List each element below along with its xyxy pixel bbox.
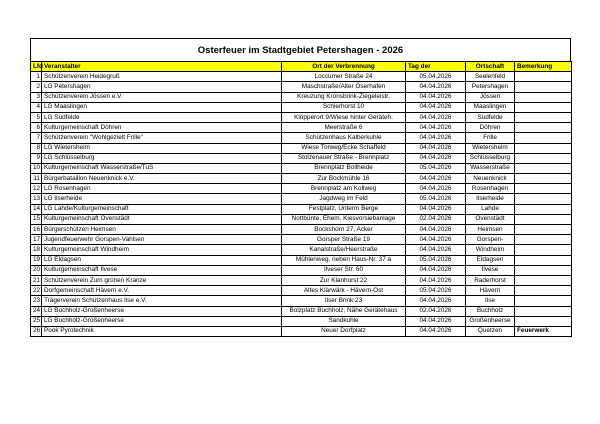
cell-bemerkung [515,153,572,163]
cell-ort: Jagdweg im Feld [282,194,406,204]
cell-veranstalter: Jugendfeuerwehr Gorspen-Vahlsen [42,235,282,245]
cell-tag: 04.04.2026 [406,82,466,92]
cell-ortschaft: Buchholz [466,306,515,316]
cell-tag: 05.04.2026 [406,163,466,173]
cell-tag: 05.04.2026 [406,194,466,204]
cell-lfd: 16 [31,225,42,235]
cell-ortschaft: Döhren [466,123,515,133]
cell-veranstalter: LG Rosenhagen [42,184,282,194]
cell-ort: Wiese Torweg/Ecke Schaffeld [282,143,406,153]
cell-veranstalter: LG Eldagsen [42,255,282,265]
cell-lfd: 1 [31,72,42,82]
cell-tag: 05.04.2026 [406,286,466,296]
cell-tag: 04.04.2026 [406,102,466,112]
table-row [31,214,572,224]
cell-tag: 02.04.2026 [406,306,466,316]
spreadsheet-page [30,38,571,337]
cell-lfd: 13 [31,194,42,204]
table-row [31,123,572,133]
cell-lfd: 11 [31,174,42,184]
cell-ort: Mühlenweg, neben Haus-Nr. 37 a [282,255,406,265]
cell-lfd: 25 [31,316,42,326]
cell-bemerkung [515,184,572,194]
cell-ortschaft: Eldagsen [466,255,515,265]
cell-ortschaft: Quetzen [466,326,515,336]
cell-lfd: 22 [31,286,42,296]
cell-veranstalter: LG Südfelde [42,112,282,122]
table-row [31,72,572,82]
cell-bemerkung [515,174,572,184]
cell-lfd: 8 [31,143,42,153]
cell-veranstalter: LG Maaslingen [42,102,282,112]
cell-bemerkung [515,82,572,92]
cell-tag: 05.04.2026 [406,255,466,265]
cell-veranstalter: Dorfgemeinschaft Hävern e.V. [42,286,282,296]
cell-ortschaft: Heimsen [466,225,515,235]
cell-lfd: 14 [31,204,42,214]
table-row [31,245,572,255]
cell-bemerkung [515,245,572,255]
cell-ort: Zur Bockmühle 16 [282,174,406,184]
cell-ort: Kanalstraße/Heerstraße [282,245,406,255]
table-row [31,184,572,194]
cell-bemerkung [515,235,572,245]
cell-tag: 04.04.2026 [406,204,466,214]
cell-ort: Bolzplatz Buchholz, Nähe Gerätehaus [282,306,406,316]
cell-ortschaft: Wietersheim [466,143,515,153]
cell-veranstalter: LG Buchholz-Großenheerse [42,316,282,326]
cell-tag: 04.04.2026 [406,245,466,255]
cell-tag: 04.04.2026 [406,275,466,285]
cell-ortschaft: Seelenfeld [466,72,515,82]
header-ort: Ort der Verbrennung [282,62,406,72]
cell-lfd: 6 [31,123,42,133]
cell-ortschaft: Gorspen- [466,235,515,245]
cell-veranstalter: Pook Pyrotechnik [42,326,282,336]
cell-bemerkung [515,194,572,204]
cell-veranstalter: Kulturgemeinschaft Döhren [42,123,282,133]
cell-lfd: 4 [31,102,42,112]
cell-ort: Sandkuhle [282,316,406,326]
cell-tag: 04.04.2026 [406,153,466,163]
table-row [31,153,572,163]
cell-ort: Ilser Brink 23 [282,296,406,306]
cell-veranstalter: Schützenverein Zum grünen Kranze [42,275,282,285]
cell-ort: Klöpperort 9/Wiese hinter Geräteh. [282,112,406,122]
cell-bemerkung [515,265,572,275]
cell-ort: Nottbünte, Ehem. Kiesvorsiebanlage [282,214,406,224]
table-row [31,306,572,316]
table-row [31,133,572,143]
cell-ortschaft: Neuenknick [466,174,515,184]
cell-tag: 05.04.2026 [406,72,466,82]
table-row [31,265,572,275]
cell-veranstalter: Kulturgemeinschaft Wasserstraße/TuS [42,163,282,173]
cell-veranstalter: Schützenverein Heidegruß [42,72,282,82]
cell-ortschaft: Wasserstraße [466,163,515,173]
header-row [31,62,572,72]
cell-tag: 04.04.2026 [406,143,466,153]
cell-ortschaft: Ovenstädt [466,214,515,224]
table-row [31,255,572,265]
table-row [31,326,572,336]
cell-bemerkung [515,123,572,133]
cell-bemerkung: Feuerwerk [515,326,572,336]
cell-veranstalter: Kulturgemeinschaft Windheim [42,245,282,255]
cell-veranstalter: Bürgerbataillon Neuenknick e.V. [42,174,282,184]
table-row [31,286,572,296]
cell-tag: 04.04.2026 [406,296,466,306]
cell-veranstalter: Kulturgemeinschaft Ovenstädt [42,214,282,224]
table-row [31,235,572,245]
cell-lfd: 10 [31,163,42,173]
cell-ort: Meerstraße 6 [282,123,406,133]
cell-ort: Zur Klanhorst 22 [282,275,406,285]
cell-lfd: 2 [31,82,42,92]
cell-lfd: 20 [31,265,42,275]
cell-tag: 04.04.2026 [406,123,466,133]
cell-ort: Festplatz, Unterm Berge [282,204,406,214]
cell-veranstalter: Trägerverein Schützenhaus Ilse e.V. [42,296,282,306]
cell-bemerkung [515,92,572,102]
cell-lfd: 19 [31,255,42,265]
cell-bemerkung [515,306,572,316]
cell-ortschaft: Lahde [466,204,515,214]
cell-ort: Neuer Dorfplatz [282,326,406,336]
cell-lfd: 23 [31,296,42,306]
cell-bemerkung [515,286,572,296]
cell-lfd: 18 [31,245,42,255]
cell-ortschaft: Schlüsselburg [466,153,515,163]
cell-ortschaft: Ilse [466,296,515,306]
cell-ort: Schierhorst 10 [282,102,406,112]
cell-ort: Bockshorn 27, Acker [282,225,406,235]
cell-ort: Altes Klärwärk - Hävern-Ost [282,286,406,296]
cell-tag: 04.04.2026 [406,326,466,336]
cell-lfd: 24 [31,306,42,316]
cell-ort: Schützenhaus Kalberkuhle [282,133,406,143]
cell-bemerkung [515,133,572,143]
cell-tag: 04.04.2026 [406,92,466,102]
cell-bemerkung [515,214,572,224]
cell-veranstalter: LG Wietersheim [42,143,282,153]
table-row [31,174,572,184]
header-lfd: Lfd [31,62,42,72]
cell-veranstalter: Schützenverein Jössen e.V. [42,92,282,102]
cell-lfd: 9 [31,153,42,163]
cell-veranstalter: Schützenverein "Wohlgezielt Frille" [42,133,282,143]
table-row [31,316,572,326]
cell-bemerkung [515,204,572,214]
cell-veranstalter: Kulturgemeinschaft Ilvese [42,265,282,275]
cell-bemerkung [515,72,572,82]
cell-ortschaft: Jössen [466,92,515,102]
cell-ort: Kreuzung Kronsbrink-Ziegeleistr. [282,92,406,102]
cell-tag: 04.04.2026 [406,225,466,235]
table-row [31,92,572,102]
table-row [31,194,572,204]
sheet-title: Osterfeuer im Stadtgebiet Petershagen - 2026 [30,38,571,61]
table-row [31,143,572,153]
cell-ort: Ilveser Str. 60 [282,265,406,275]
cell-ortschaft: Hävern [466,286,515,296]
cell-tag: 04.04.2026 [406,174,466,184]
cell-tag: 04.04.2026 [406,235,466,245]
cell-veranstalter: Bürgerschützen Heimsen [42,225,282,235]
cell-ortschaft: Maaslingen [466,102,515,112]
cell-ort: Gorsper Straße 19 [282,235,406,245]
bonfire-table [30,61,572,337]
table-row [31,296,572,306]
cell-ortschaft: Windheim [466,245,515,255]
cell-bemerkung [515,102,572,112]
cell-tag: 04.04.2026 [406,133,466,143]
cell-lfd: 15 [31,214,42,224]
table-body [31,72,572,337]
cell-bemerkung [515,163,572,173]
cell-bemerkung [515,296,572,306]
cell-ortschaft: Ilvese [466,265,515,275]
cell-ort: Stolzenauer Straße - Brennplatz [282,153,406,163]
cell-veranstalter: LG Buchholz-Großenheerse [42,306,282,316]
cell-ortschaft: Südfelde [466,112,515,122]
header-bemerkung: Bemerkung [515,62,572,72]
cell-ort: Brennplatz Bollheide [282,163,406,173]
cell-lfd: 17 [31,235,42,245]
cell-ortschaft: Großenheerse [466,316,515,326]
table-row [31,82,572,92]
cell-tag: 02.04.2026 [406,214,466,224]
header-ortschaft: Ortschaft [466,62,515,72]
cell-veranstalter: LG Lahde/Kulturgemeinschaft [42,204,282,214]
cell-tag: 04.04.2026 [406,316,466,326]
table-row [31,225,572,235]
header-tag: Tag der [406,62,466,72]
cell-ortschaft: Petershagen [466,82,515,92]
cell-bemerkung [515,255,572,265]
cell-veranstalter: LG Ilserheide [42,194,282,204]
table-row [31,163,572,173]
cell-lfd: 7 [31,133,42,143]
cell-veranstalter: LG Schlüsselburg [42,153,282,163]
table-row [31,275,572,285]
cell-bemerkung [515,112,572,122]
cell-tag: 04.04.2026 [406,112,466,122]
table-row [31,102,572,112]
cell-ortschaft: Frille [466,133,515,143]
cell-ort: Maschstraße/Alter Öserhafen [282,82,406,92]
cell-ortschaft: Ilserheide [466,194,515,204]
cell-tag: 04.04.2026 [406,184,466,194]
cell-ortschaft: Raderhorst [466,275,515,285]
table-row [31,112,572,122]
cell-lfd: 21 [31,275,42,285]
cell-tag: 04.04.2026 [406,265,466,275]
cell-ort: Brennplatz am Kollweg [282,184,406,194]
table-row [31,204,572,214]
cell-bemerkung [515,143,572,153]
header-veranstalter: Veranstalter [42,62,282,72]
cell-bemerkung [515,275,572,285]
cell-bemerkung [515,225,572,235]
cell-ort: Loccumer Straße 24 [282,72,406,82]
cell-lfd: 5 [31,112,42,122]
cell-veranstalter: LG Petershagen [42,82,282,92]
cell-lfd: 3 [31,92,42,102]
cell-ortschaft: Rosenhagen [466,184,515,194]
cell-lfd: 26 [31,326,42,336]
cell-bemerkung [515,316,572,326]
cell-lfd: 12 [31,184,42,194]
